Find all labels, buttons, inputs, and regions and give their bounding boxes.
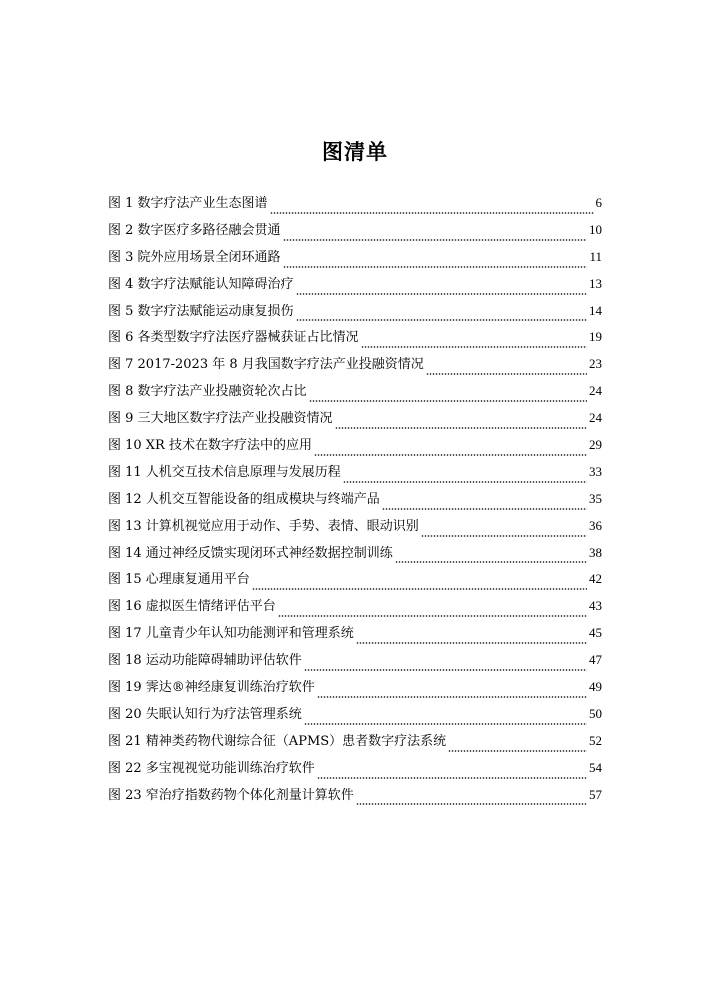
toc-entry-label: 图 18 运动功能障碍辅助评估软件 — [108, 653, 302, 669]
toc-entry-label: 图 20 失眠认知行为疗法管理系统 — [108, 706, 302, 722]
dot-leader — [317, 777, 587, 779]
dot-leader — [395, 561, 587, 563]
toc-entry-page-number: 23 — [589, 356, 602, 372]
dot-leader — [448, 750, 587, 752]
toc-entry-page-number: 29 — [589, 437, 602, 453]
toc-entry-page-number: 54 — [589, 759, 602, 775]
dot-leader — [283, 266, 588, 268]
toc-entry[interactable] — [108, 193, 602, 220]
toc-entry-label: 图 1 数字疗法产业生态图谱 — [108, 196, 268, 211]
toc-entry-page-number: 57 — [589, 786, 602, 802]
toc-entry[interactable] — [108, 677, 602, 704]
toc-entry[interactable] — [108, 247, 602, 274]
toc-entry-page-number: 36 — [589, 517, 602, 533]
toc-entry-page-number: 13 — [589, 275, 602, 291]
toc-entry[interactable] — [108, 758, 602, 785]
toc-entry-label: 图 5 数字疗法赋能运动康复损伤 — [108, 303, 294, 319]
toc-entry[interactable] — [108, 596, 602, 623]
toc-entry[interactable] — [108, 381, 602, 408]
dot-leader — [309, 400, 587, 402]
dot-leader — [317, 696, 587, 698]
dot-leader — [283, 239, 587, 241]
toc-entry-page-number: 42 — [589, 571, 602, 587]
dot-leader — [278, 615, 587, 617]
toc-entry[interactable] — [108, 543, 602, 570]
toc-entry-page-number: 45 — [589, 625, 602, 641]
toc-entry-page-number: 14 — [589, 302, 602, 318]
toc-entry[interactable] — [108, 327, 602, 354]
dot-leader — [304, 723, 587, 725]
toc-entry-page-number: 47 — [589, 652, 602, 668]
toc-entry-label: 图 11 人机交互技术信息原理与发展历程 — [108, 464, 341, 480]
toc-entry-label: 图 23 窄治疗指数药物个体化剂量计算软件 — [108, 787, 354, 803]
toc-entry-label: 图 15 心理康复通用平台 — [108, 572, 250, 588]
dot-leader — [356, 803, 587, 805]
toc-entry-page-number: 38 — [589, 544, 602, 560]
toc-entry-label: 图 7 2017-2023 年 8 月我国数字疗法产业投融资情况 — [108, 357, 424, 373]
toc-entry-label: 图 16 虚拟医生情绪评估平台 — [108, 599, 276, 615]
toc-entry-page-number: 35 — [589, 490, 602, 506]
dot-leader — [335, 427, 587, 429]
toc-entry-label: 图 12 人机交互智能设备的组成模块与终端产品 — [108, 491, 380, 507]
toc-entry[interactable] — [108, 489, 602, 516]
toc-entry-page-number: 33 — [589, 463, 602, 479]
dot-leader — [304, 669, 587, 671]
dot-leader — [421, 535, 587, 537]
toc-entry-page-number: 19 — [589, 329, 602, 345]
toc-entry[interactable] — [108, 785, 602, 812]
toc-entry-page-number: 24 — [589, 410, 602, 426]
toc-entry-label: 图 14 通过神经反馈实现闭环式神经数据控制训练 — [108, 545, 393, 561]
toc-entry-page-number: 24 — [589, 383, 602, 399]
toc-entry-page-number: 6 — [595, 195, 602, 210]
dot-leader — [252, 588, 587, 590]
toc-entry[interactable] — [108, 650, 602, 677]
toc-entry-label: 图 10 XR 技术在数字疗法中的应用 — [108, 438, 312, 454]
toc-entry[interactable] — [108, 569, 602, 596]
toc-entry-label: 图 22 多宝视视觉功能训练治疗软件 — [108, 760, 315, 776]
dot-leader — [270, 212, 594, 214]
toc-entry-label: 图 13 计算机视觉应用于动作、手势、表情、眼动识别 — [108, 518, 419, 534]
toc-entry-label: 图 3 院外应用场景全闭环通路 — [108, 249, 281, 265]
toc-entry-label: 图 19 霁达®神经康复训练治疗软件 — [108, 680, 315, 696]
toc-entry-label: 图 17 儿童青少年认知功能测评和管理系统 — [108, 626, 354, 642]
figure-list — [108, 193, 602, 811]
toc-entry-page-number: 49 — [589, 679, 602, 695]
dot-leader — [426, 373, 587, 375]
toc-entry-page-number: 43 — [589, 598, 602, 614]
toc-entry-label: 图 2 数字医疗多路径融会贯通 — [108, 222, 281, 238]
toc-entry-label: 图 21 精神类药物代谢综合征（APMS）患者数字疗法系统 — [108, 733, 447, 749]
toc-entry[interactable] — [108, 731, 602, 758]
toc-entry[interactable] — [108, 354, 602, 381]
dot-leader — [314, 454, 587, 456]
toc-entry[interactable] — [108, 462, 602, 489]
dot-leader — [343, 481, 587, 483]
toc-entry[interactable] — [108, 301, 602, 328]
toc-entry-page-number: 10 — [589, 221, 602, 237]
page-title: 图清单 — [322, 140, 388, 164]
dot-leader — [382, 508, 587, 510]
toc-entry[interactable] — [108, 516, 602, 543]
toc-entry-page-number: 50 — [589, 705, 602, 721]
toc-entry[interactable] — [108, 704, 602, 731]
toc-entry[interactable] — [108, 408, 602, 435]
toc-entry[interactable] — [108, 623, 602, 650]
toc-entry-label: 图 6 各类型数字疗法医疗器械获证占比情况 — [108, 330, 359, 346]
dot-leader — [296, 293, 587, 295]
dot-leader — [356, 642, 587, 644]
toc-entry-label: 图 8 数字疗法产业投融资轮次占比 — [108, 384, 307, 400]
dot-leader — [361, 346, 587, 348]
toc-entry-page-number: 11 — [589, 248, 602, 264]
toc-entry[interactable] — [108, 274, 602, 301]
toc-entry-label: 图 4 数字疗法赋能认知障碍治疗 — [108, 276, 294, 292]
toc-entry-page-number: 52 — [589, 732, 602, 748]
dot-leader — [296, 319, 587, 321]
toc-entry[interactable] — [108, 220, 602, 247]
toc-entry-label: 图 9 三大地区数字疗法产业投融资情况 — [108, 411, 333, 427]
toc-entry[interactable] — [108, 435, 602, 462]
